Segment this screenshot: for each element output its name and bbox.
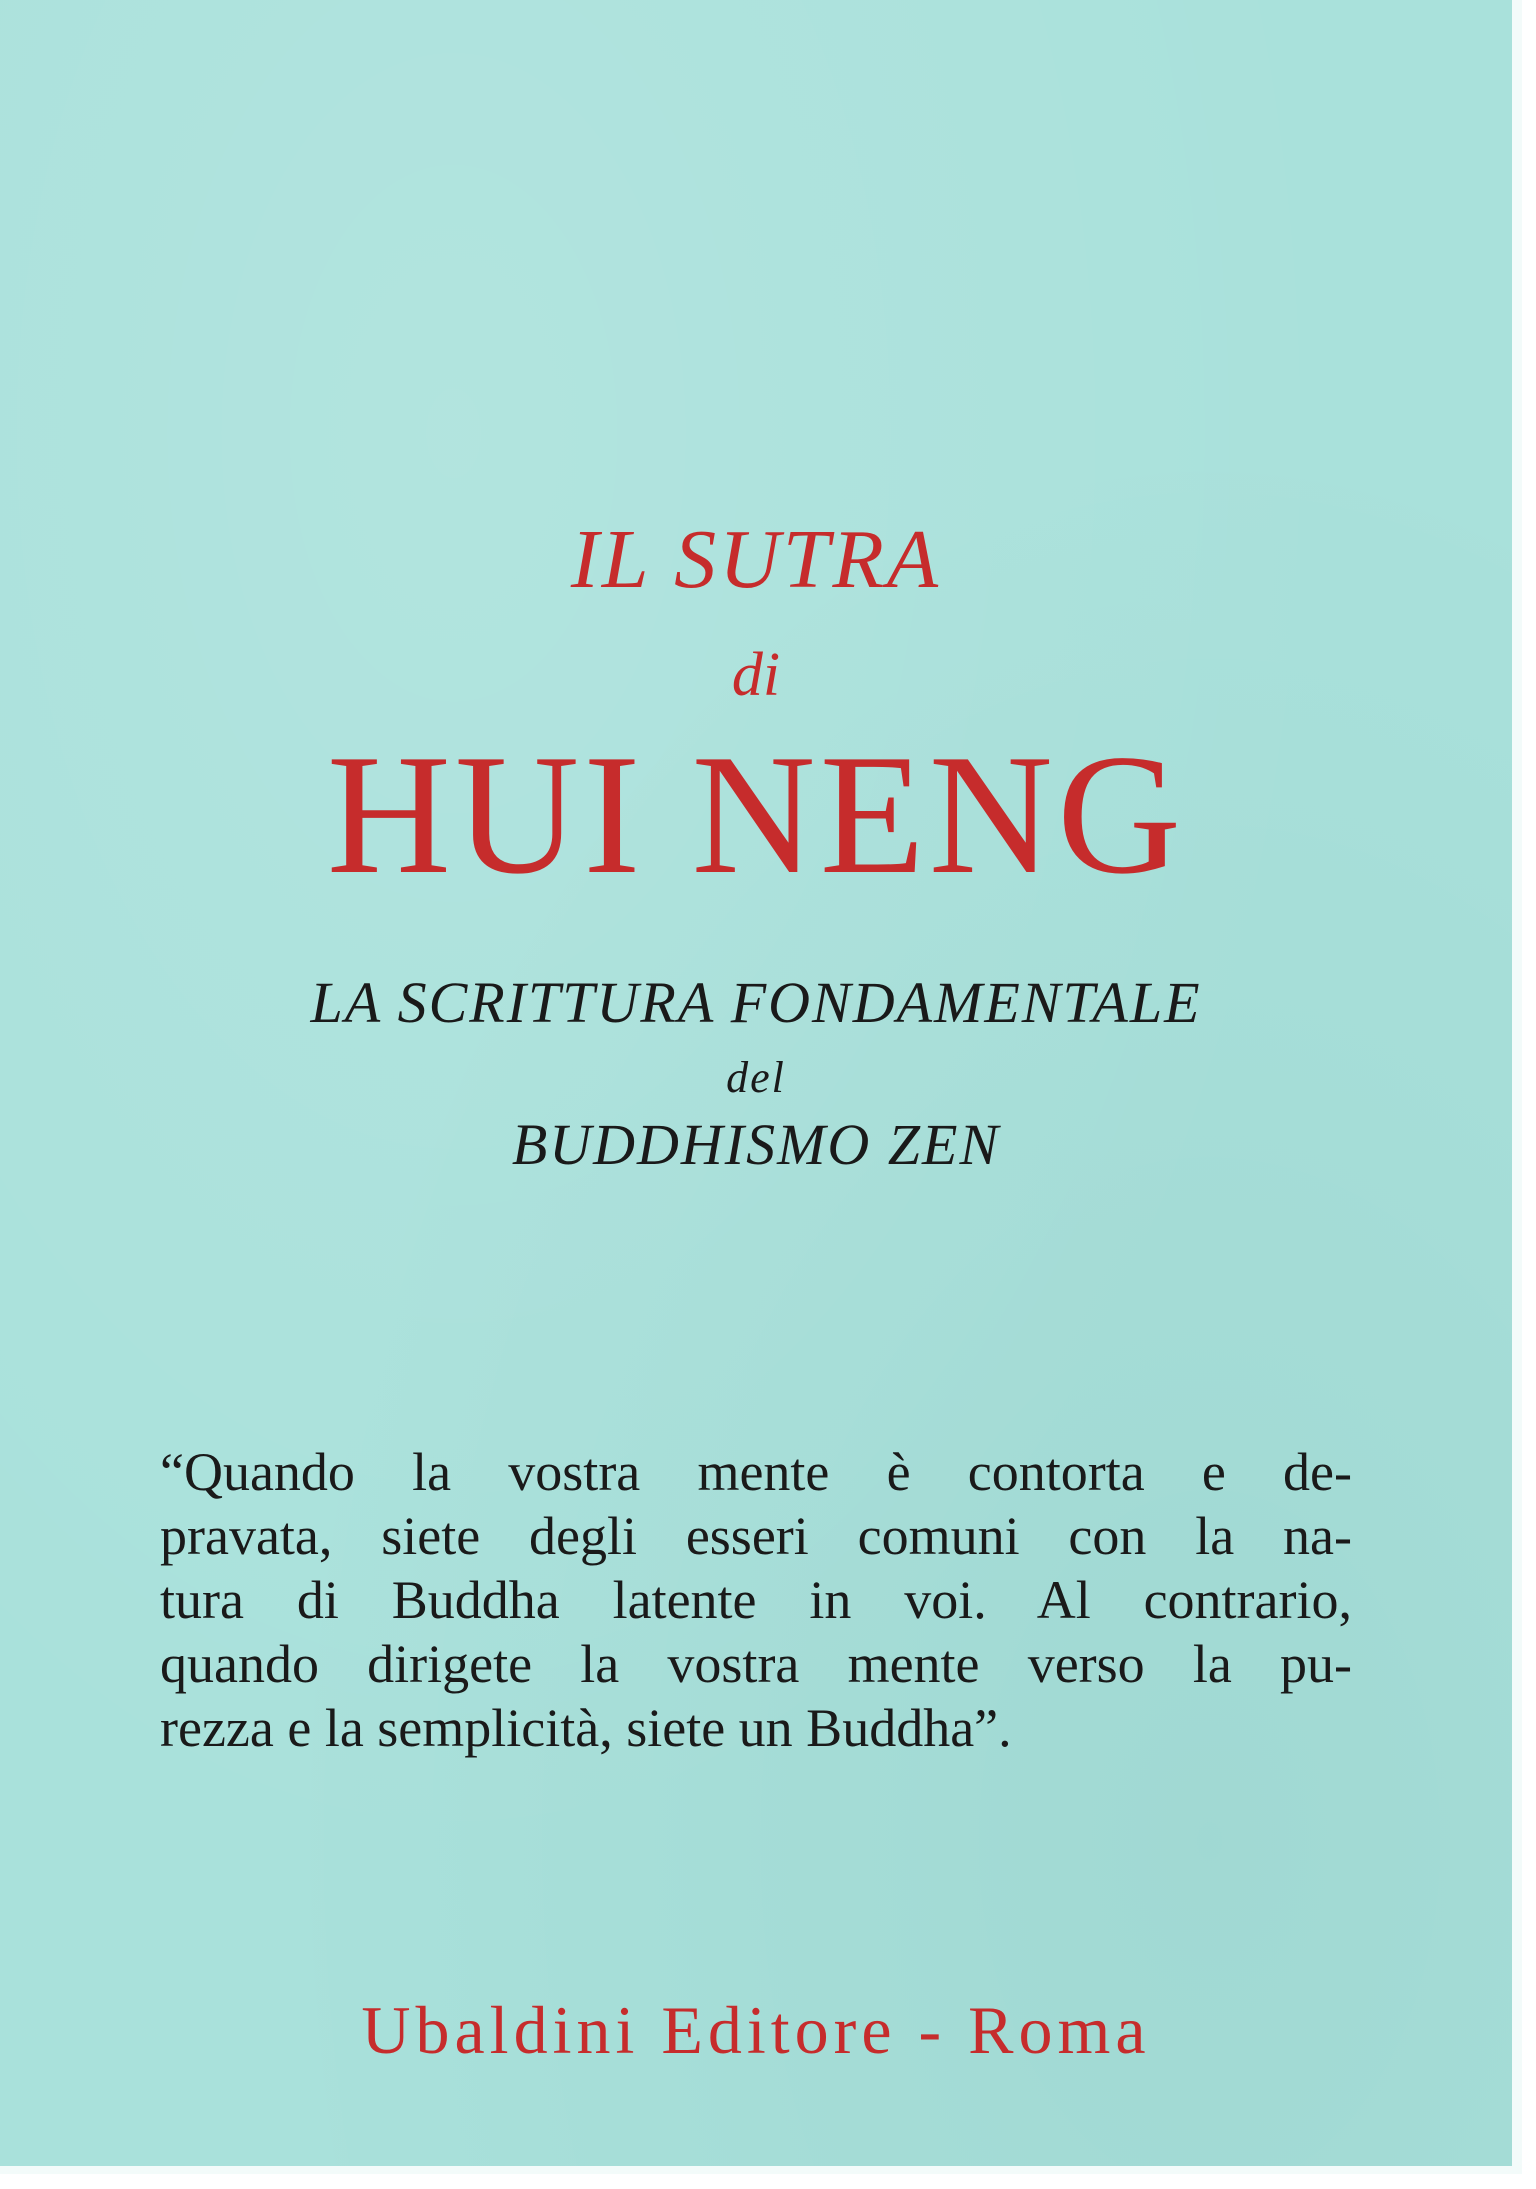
quote-line: “Quando la vostra mente è contorta e de- <box>160 1442 1352 1502</box>
title-di: di <box>731 641 781 709</box>
title-il-sutra: IL SUTRA <box>570 513 942 606</box>
title-hui-neng: HUI NENG <box>326 720 1186 910</box>
subtitle-del: del <box>726 1053 786 1102</box>
quote-line: quando dirigete la vostra mente verso la pu- <box>160 1634 1352 1694</box>
subtitle-buddhismo-zen: BUDDHISMO ZEN <box>511 1112 1001 1177</box>
quote-line: pravata, siete degli esseri comuni con la na- <box>160 1506 1352 1566</box>
publisher-imprint: Ubaldini Editore - Roma <box>361 1992 1151 2068</box>
cover-quote <box>160 1440 1352 1760</box>
quote-line: rezza e la semplicità, siete un Buddha”. <box>160 1698 1012 1758</box>
quote-line: tura di Buddha latente in voi. Al contrario, <box>160 1570 1352 1630</box>
subtitle-scrittura: LA SCRITTURA FONDAMENTALE <box>310 970 1202 1035</box>
